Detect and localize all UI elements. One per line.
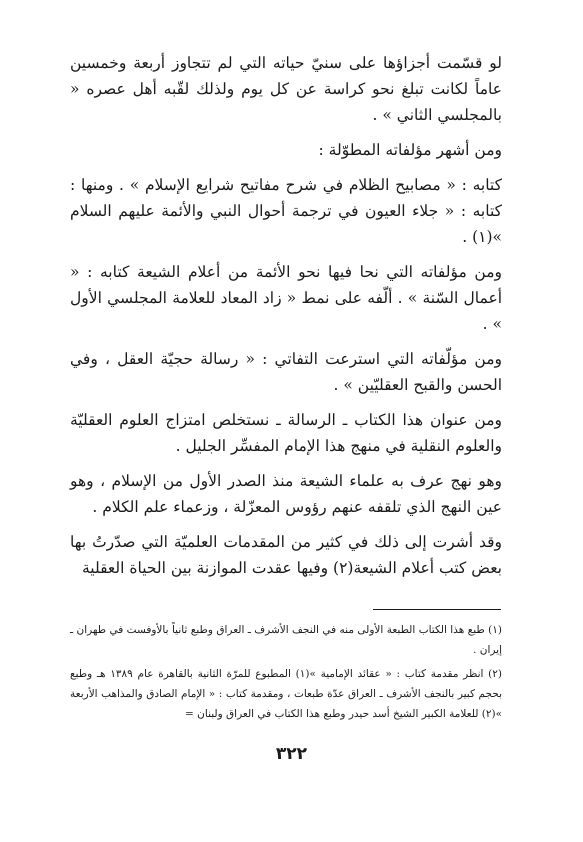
footnote: (١) طبع هذا الكتاب الطبعة الأولى منه في النجف الأشرف ـ العراق وطبع ثانياً بالأوفست في طهران ـ إيران . xyxy=(70,624,502,656)
footnote: (٢) انظر مقدمة كتاب : « عقائد الإمامية »(١) المطبوع للمرّة الثانية بالقاهرة عام ١٣٨٩ هـ وطبع بحجم كبير بالنجف الأشرف ـ العراق عدّة طبعات ، ومقدمة كتاب : « الإمام الصادق والمذاهب الأربعة »(٢) للعلامة الكبير الشيخ أسد حيدر وطبع هذا الكتاب في العراق ولبنان = xyxy=(70,668,502,720)
footnote-divider xyxy=(373,609,501,610)
main-text xyxy=(70,50,502,590)
paragraph: وهو نهج عرف به علماء الشيعة منذ الصدر الأول من الإسلام ، وهو عين النهج الذي تلقفه عنهم رؤوس المعزّلة ، وزعماء علم الكلام . xyxy=(70,472,502,516)
paragraph: ومن عنوان هذا الكتاب ـ الرسالة ـ نستخلص امتزاج العلوم العقليّة والعلوم النقلية في منهج هذا الإمام المفسِّر الجليل . xyxy=(70,411,502,455)
footnotes xyxy=(70,620,502,728)
paragraph: لو قسّمت أجزاؤها على سنيّ حياته التي لم تتجاوز أربعة وخمسين عاماً لكانت تبلغ نحو كراسة عن كل يوم ولذلك لقّبه أهل عصره « بالمجلسي الثاني » . xyxy=(70,54,502,124)
page-number: ٣٢٢ xyxy=(275,744,308,764)
paragraph: ومن مؤلّفاته التي استرعت التفاتي : « رسالة حجيّة العقل ، وفي الحسن والقبح العقليّين » . xyxy=(70,350,502,394)
paragraph: وقد أشرت إلى ذلك في كثير من المقدمات العلميّة التي صدّرتُ بها بعض كتب أعلام الشيعة(٢) وفيها عقدت الموازنة بين الحياة العقلية xyxy=(70,533,502,577)
paragraph: ومن مؤلفاته التي نحا فيها نحو الأئمة من أعلام الشيعة كتابه : « أعمال السّنة » . ألّفه على نمط « زاد المعاد للعلامة المجلسي الأول » . xyxy=(70,263,502,333)
paragraph: كتابه : « مصابيح الظلام في شرح مفاتيح شرايع الإسلام » . ومنها : كتابه : « جلاء العيون في ترجمة أحوال النبي والأئمة عليهم السلام »(١) . xyxy=(70,176,502,246)
paragraph: ومن أشهر مؤلفاته المطوّلة : xyxy=(318,141,502,159)
